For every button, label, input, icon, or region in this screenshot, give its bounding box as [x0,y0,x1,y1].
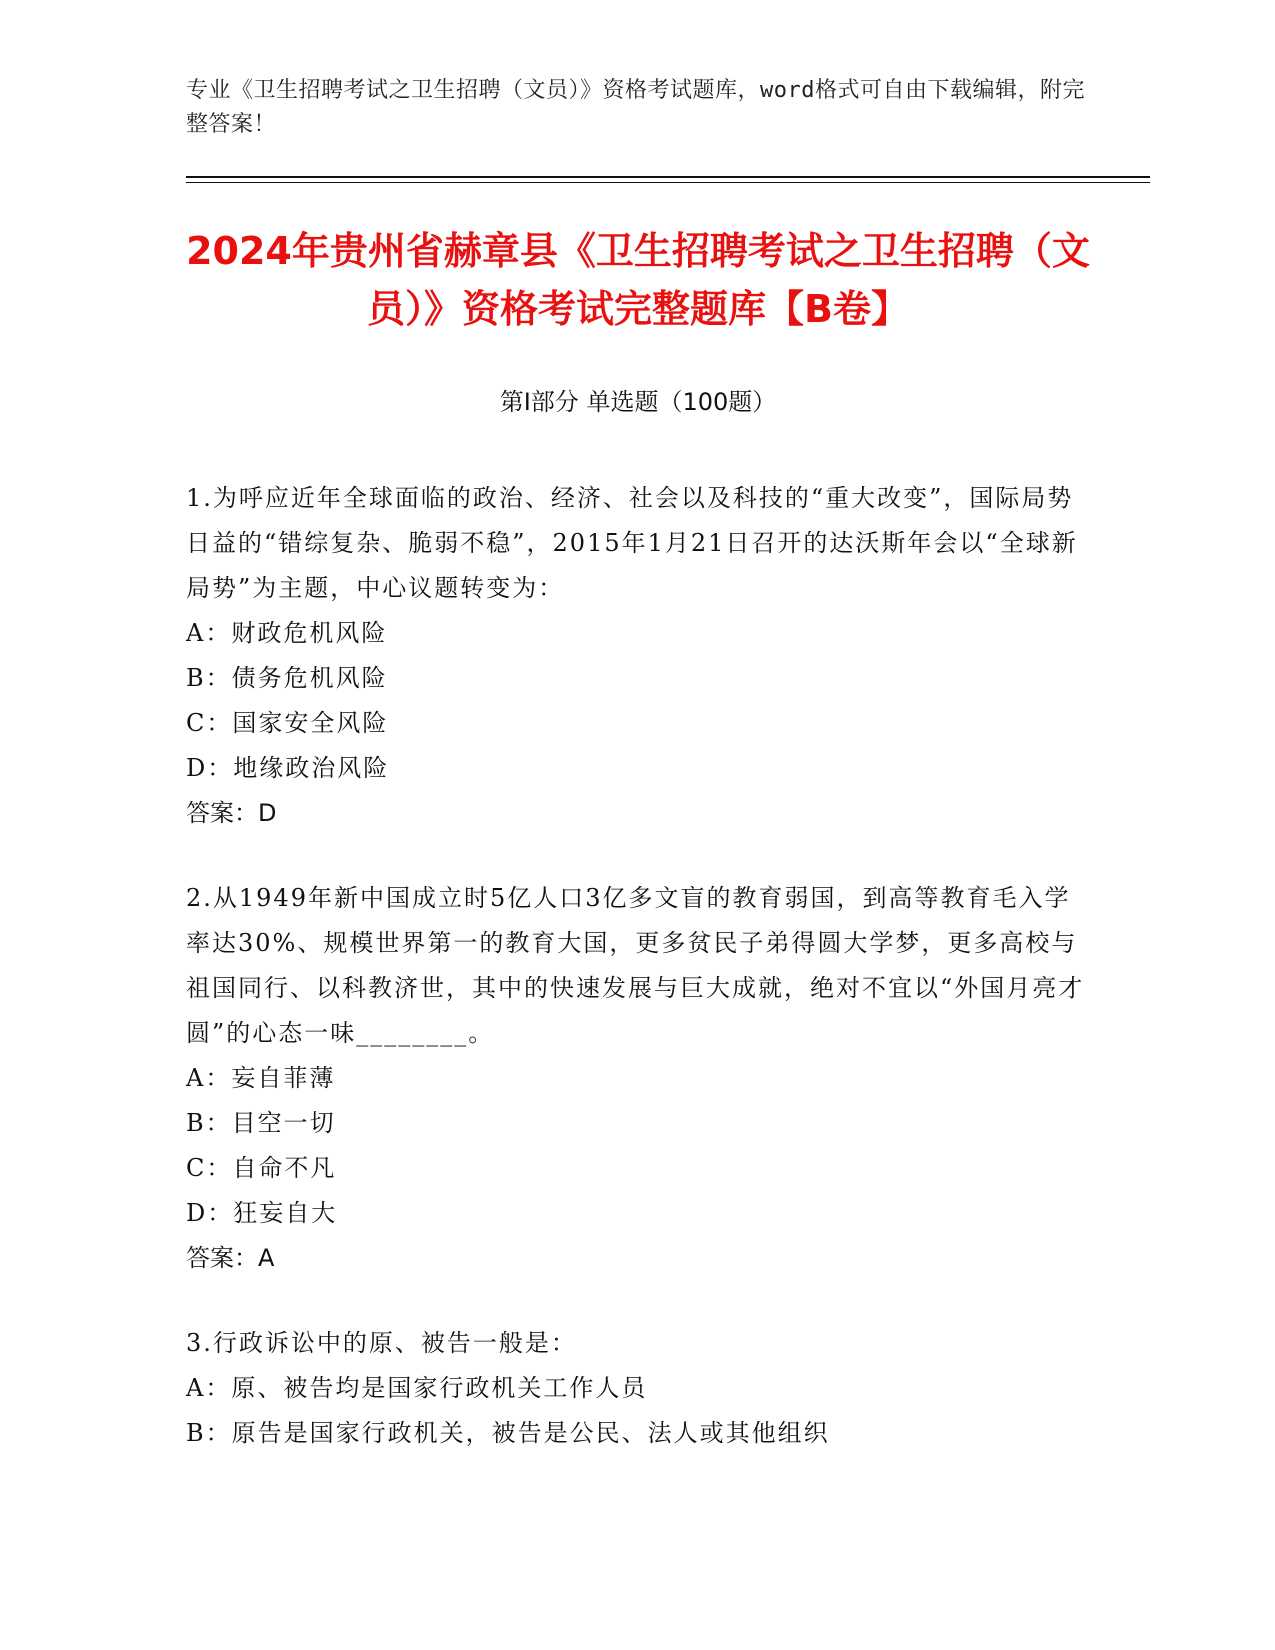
question-1 [186,476,1090,836]
question-list [186,476,1090,1496]
header-divider [186,176,1150,178]
question-2 [186,876,1090,1281]
answer: 答案：A [186,1244,275,1272]
option-d: D：地缘政治风险 [186,754,390,782]
option-c: C：自命不凡 [186,1154,337,1182]
question-text: 3.行政诉讼中的原、被告一般是： [186,1329,577,1357]
question-3 [186,1321,1090,1456]
option-c: C：国家安全风险 [186,709,389,737]
document-title: 2024年贵州省赫章县《卫生招聘考试之卫生招聘（文员）》资格考试完整题库【B卷】 [186,229,1090,331]
option-b: B：原告是国家行政机关，被告是公民、法人或其他组织 [186,1419,830,1447]
section-heading: 第I部分 单选题（100题） [499,388,777,416]
option-b: B：目空一切 [186,1109,336,1137]
option-a: A：妄自菲薄 [186,1064,336,1092]
option-a: A：原、被告均是国家行政机关工作人员 [186,1374,648,1402]
option-b: B：债务危机风险 [186,664,388,692]
question-text: 2.从1949年新中国成立时5亿人口3亿多文盲的教育弱国，到高等教育毛入学率达30%、规模世界第一的教育大国，更多贫民子弟得圆大学梦，更多高校与祖国同行、以科教济世，其中的快速发展与巨大成就，绝对不宜以“外国月亮才圆”的心态一味________。 [186,884,1085,1047]
header-divider-thin [186,182,1150,183]
question-text: 1.为呼应近年全球面临的政治、经济、社会以及科技的“重大改变”，国际局势日益的“错综复杂、脆弱不稳”，2015年1月21日召开的达沃斯年会以“全球新局势”为主题，中心议题转变为： [186,484,1078,602]
option-a: A：财政危机风险 [186,619,388,647]
answer: 答案：D [186,799,277,827]
option-d: D：狂妄自大 [186,1199,338,1227]
header-note: 专业《卫生招聘考试之卫生招聘（文员）》资格考试题库，word格式可自由下载编辑，附完整答案！ [186,78,1085,137]
